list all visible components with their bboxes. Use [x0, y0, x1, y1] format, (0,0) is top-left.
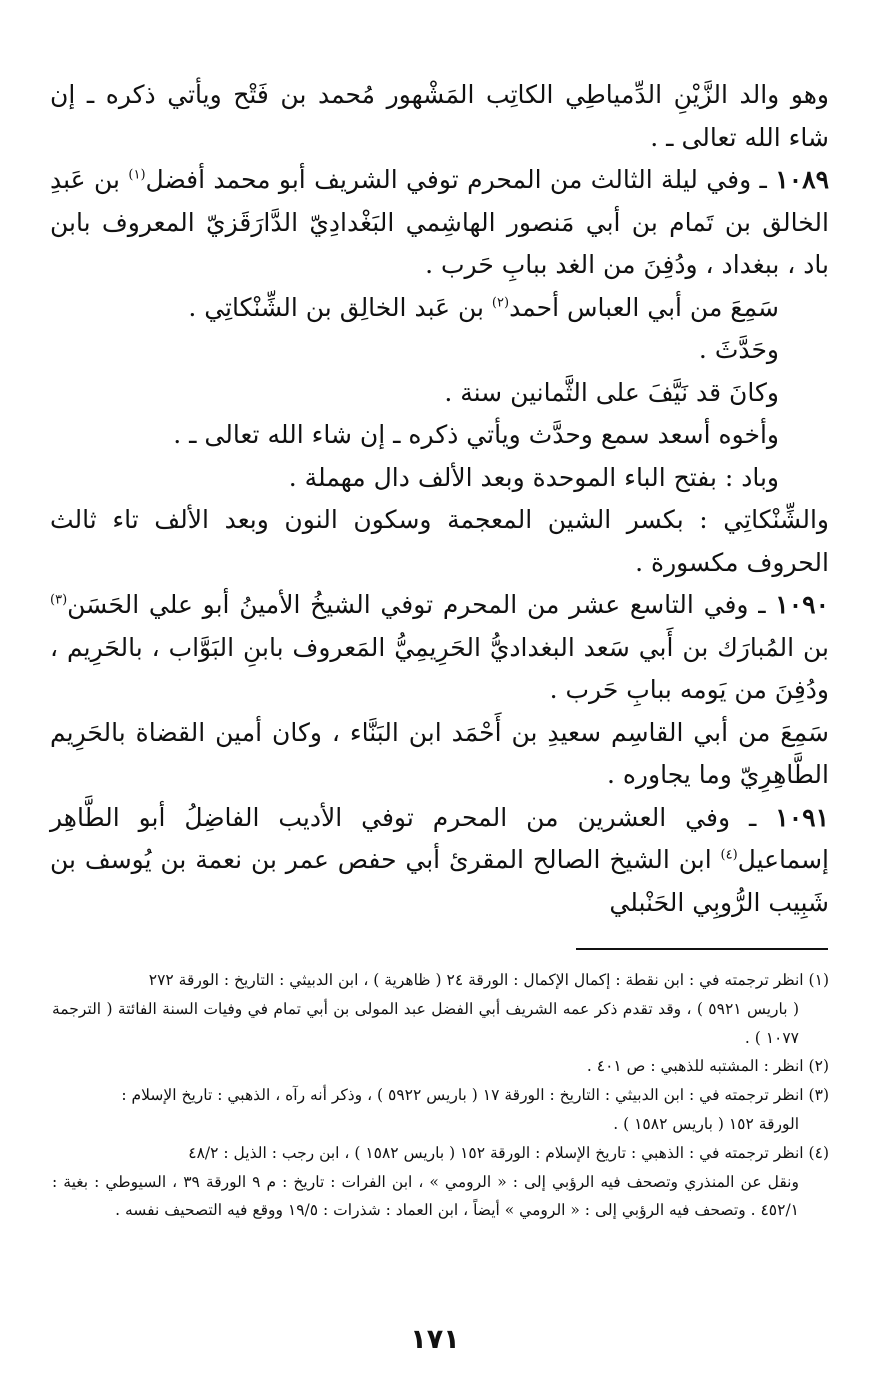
footnote-4: (٤) انظر ترجمته في : الذهبي : تاريخ الإسلام : الورقة ١٥٢ ( باريس ١٥٨٢ ) ، ابن رجب : الذيل : ٤٨/٢ ونقل عن المنذري وتصحف فيه الرؤبي إلى : « الرومي » ، ابن الفرات : تاريخ : م ٩ الورقة ٣٩ ، السيوطي : بغية : ٤٥٢/١ . وتصحف فيه الرؤبي إلى : « الرومي » أيضاً ، ابن العماد : شذرات : ١٩/٥ ووقع فيه التصحيف نفسه .: [52, 1143, 829, 1220]
entry-1089-line: سَمِعَ من أبي العباس أحمد$^{(٢)}$ بن عَبد الخالِق بن الشِّنْكاتِي .: [188, 292, 779, 322]
footnote-mark: (٤): [808, 1143, 829, 1162]
entry-1089-line: والشِّنْكاتِي : بكسر الشين المعجمة وسكون النون وبعد الألف تاء ثالث الحروف مكسورة .: [50, 505, 829, 577]
footnote-3: (٣) انظر ترجمته في : ابن الدبيثي : التاريخ : الورقة ١٧ ( باريس ٥٩٢٢ ) ، وذكر أنه رآه ، الذهبي : تاريخ الإسلام : الورقة ١٥٢ ( باريس ١٥٨٢ ) .: [121, 1086, 829, 1133]
footnotes: [52, 966, 829, 1225]
entry-number: ١٠٨٩: [775, 165, 829, 194]
footnote-mark: (٣): [808, 1086, 829, 1105]
entry-number: ١٠٩١: [775, 802, 829, 832]
page-number: ١٧١: [410, 1324, 460, 1355]
entry-1089-line: وأخوه أسعد سمع وحدَّث ويأتي ذكره ـ إن شاء الله تعالى ـ .: [173, 420, 779, 449]
entry-1091: ١٠٩١ ـ وفي العشرين من المحرم توفي الأديب الفاضِلُ أبو الطَّاهِر إسماعيل$^{(٤)}$ ابن الشيخ الصالح المقرئ أبي حفص عمر بن نعمة بن يُوسف بن شَبِيب الرُّوبِي الحَنْبلي: [50, 802, 829, 917]
entry-1090-line: سَمِعَ من أبي القاسِم سعيدِ بن أَحْمَد ابن البَنَّاء ، وكان أمين القضاة بالحَرِيم الطَّاهِرِيّ وما يجاوره .: [50, 717, 829, 789]
footnote-divider: [576, 948, 828, 950]
entry-number: ١٠٩٠: [775, 590, 829, 619]
footnote-ref[interactable]: (٣): [50, 592, 68, 608]
entry-1089-line: وباد : بفتح الباء الموحدة وبعد الألف دال مهملة .: [288, 462, 779, 492]
entry-1089-line: وحَدَّثَ .: [698, 335, 779, 364]
footnote-mark: (١): [808, 971, 829, 989]
footnote-ref[interactable]: (١): [128, 167, 146, 183]
footnote-mark: (٢): [808, 1057, 829, 1076]
footnote-ref[interactable]: (٤): [720, 847, 738, 863]
entry-1090: ١٠٩٠ ـ وفي التاسع عشر من المحرم توفي الشيخُ الأمينُ أبو علي الحَسَن$^{(٣)}$ بن المُبارَك بن أَبي سَعد البغداديُّ الحَرِيمِيُّ المَعروف بابنِ البَوَّاب ، بالحَرِيم ، ودُفِنَ من يَومه ببابِ حَرب .: [50, 590, 829, 704]
footnote-2: (٢) انظر : المشتبه للذهبي : ص ٤٠١ .: [586, 1057, 829, 1076]
footnote-ref[interactable]: (٢): [491, 295, 510, 311]
entry-1089-line: وكانَ قد نَيَّفَ على الثَّمانين سنة .: [444, 377, 779, 407]
entry-1089: ١٠٨٩ ـ وفي ليلة الثالث من المحرم توفي الشريف أبو محمد أفضل$^{(١)}$ بن عَبدِ الخالق بن تَمام بن أبي مَنصور الهاشِمي البَغْدادِيّ الدَّارَقَزيّ المعروف بابن باد ، ببغداد ، ودُفِنَ من الغد ببابِ حَرب .: [50, 165, 829, 279]
footnote-1: (١) انظر ترجمته في : ابن نقطة : إكمال الإكمال : الورقة ٢٤ ( ظاهرية ) ، ابن الدبيثي : التاريخ : الورقة ٢٧٢ ( باريس ٥٩٢١ ) ، وقد تقدم ذكر عمه الشريف أبي الفضل عبد المولى بن أبي تمام في وفيات السنة الفائتة ( الترجمة ١٠٧٧ ) .: [52, 971, 829, 1047]
intro-paragraph: وهو والد الزَّيْنِ الدِّمياطِي الكاتِب المَشْهور مُحمد بن فَتْح ويأتي ذكره ـ إن شاء الله تعالى ـ .: [50, 80, 829, 152]
main-text: [50, 74, 829, 924]
